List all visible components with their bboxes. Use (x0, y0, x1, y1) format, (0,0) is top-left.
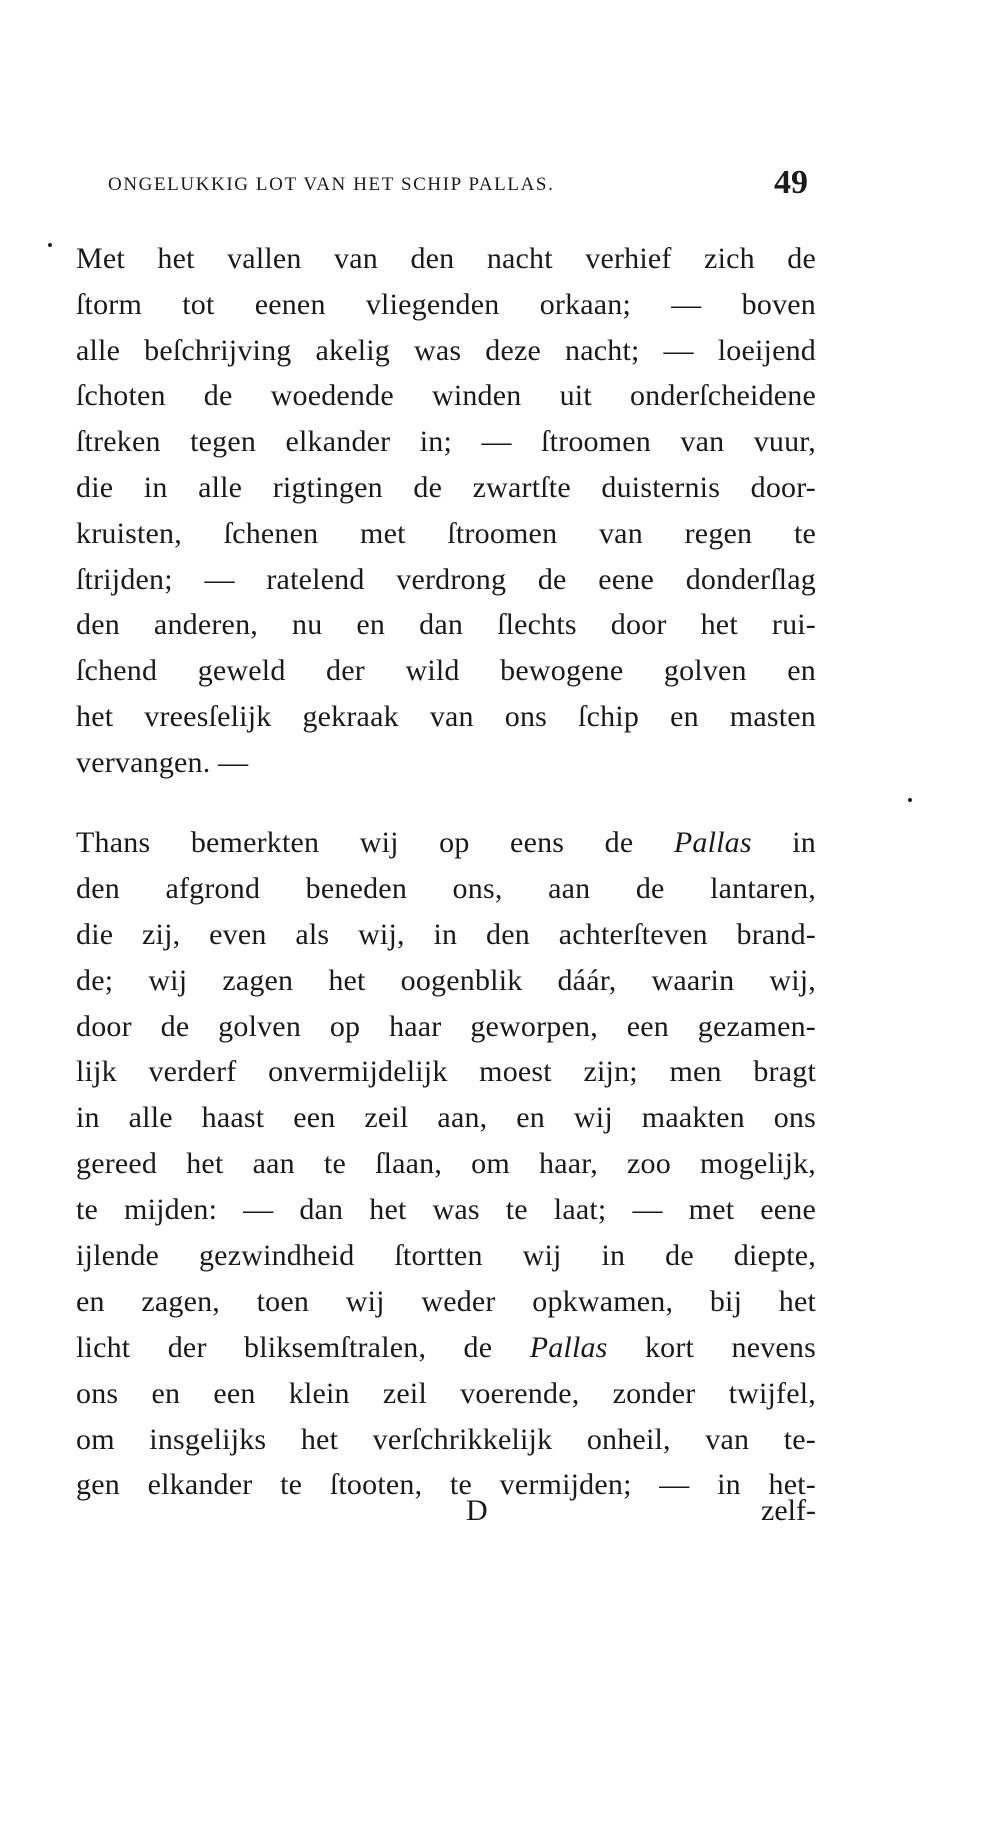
text-line: die zij, even als wij, in den achterſteven brand- (76, 917, 816, 951)
running-head (108, 164, 808, 208)
print-speck (48, 243, 52, 247)
text-line: gereed het aan te ſlaan, om haar, zoo mogelijk, (76, 1147, 816, 1181)
paragraph-1 (76, 236, 816, 786)
text-line: gen elkander te ſtooten, te vermijden; — in het- (76, 1468, 816, 1502)
print-speck (908, 798, 912, 802)
ship-name: Pallas (673, 826, 752, 859)
text-line: alle beſchrijving akelig was deze nacht; — loeijend (76, 333, 816, 367)
text-line: lijk verderf onvermijdelijk moest zijn; men bragt (76, 1055, 816, 1089)
text-line: Met het vallen van den nacht verhief zich de (76, 242, 816, 275)
text-line: licht der bliksemſtralen, de Pallas kort nevens (76, 1330, 816, 1364)
text-line: het vreesſelijk gekraak van ons ſchip en masten (76, 699, 816, 733)
text-line: in alle haast een zeil aan, en wij maakten ons (76, 1101, 816, 1135)
text-line: kruisten, ſchenen met ſtroomen van regen te (76, 516, 816, 550)
text-line: ſchoten de woedende winden uit onderſcheidene (76, 379, 816, 413)
text-line: vervangen. — (76, 745, 249, 779)
text-line: ons en een klein zeil voerende, zonder twijfel, (76, 1376, 816, 1410)
text-line: ijlende gezwindheid ſtortten wij in de diepte, (76, 1239, 816, 1273)
page-number: 49 (774, 164, 808, 201)
text-line: Thans bemerkten wij op eens de Pallas in (76, 826, 817, 859)
text-line: ſtorm tot eenen vliegenden orkaan; — boven (76, 287, 816, 321)
text-line: die in alle rigtingen de zwartſte duisternis door- (76, 470, 816, 504)
signature-mark: D (466, 1494, 488, 1527)
text-line: ſtrijden; — ratelend verdrong de eene donderſlag (76, 562, 816, 596)
text-line: ſchend geweld der wild bewogene golven en (76, 654, 816, 688)
text-line: te mijden: — dan het was te laat; — met eene (76, 1193, 816, 1227)
text-line: en zagen, toen wij weder opkwamen, bij het (76, 1284, 816, 1318)
text-line: de; wij zagen het oogenblik dáár, waarin wij, (76, 963, 816, 997)
page-footer (76, 1494, 816, 1540)
text-line: den afgrond beneden ons, aan de lantaren, (76, 871, 816, 905)
catchword: zelf- (761, 1494, 816, 1527)
text-line: ſtreken tegen elkander in; — ſtroomen van vuur, (76, 425, 816, 459)
paragraph-2 (76, 820, 816, 1508)
text-line: door de golven op haar geworpen, een gezamen- (76, 1009, 816, 1043)
text-line: om insgelijks het verſchrikkelijk onheil, van te- (76, 1422, 816, 1456)
ship-name: Pallas (529, 1330, 608, 1364)
text-line: den anderen, nu en dan ſlechts door het rui- (76, 608, 816, 642)
running-title: ONGELUKKIG LOT VAN HET SCHIP PALLAS. (108, 174, 555, 195)
